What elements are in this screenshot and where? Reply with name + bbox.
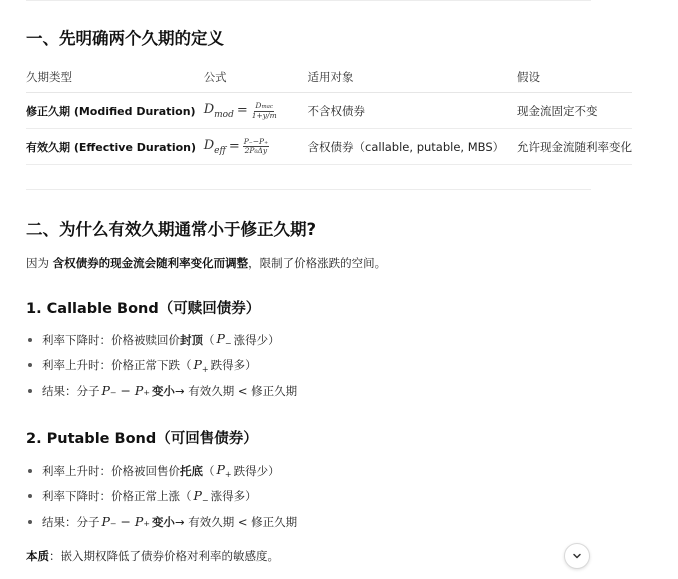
callable-list — [26, 327, 297, 404]
table-header-formula: 公式 — [204, 62, 308, 93]
bullet-icon — [28, 338, 32, 342]
essence-paragraph: 本质：嵌入期权降低了债券价格对利率的敏感度。 — [26, 549, 279, 563]
bullet-icon — [28, 520, 32, 524]
bullet-icon — [28, 469, 32, 473]
section2-heading: 二、为什么有效久期通常小于修正久期? — [26, 220, 317, 239]
row-effective-applies: 含权债券（callable, putable, MBS） — [308, 129, 517, 165]
row-modified-applies: 不含权债券 — [308, 93, 517, 129]
scroll-down-button[interactable] — [564, 543, 590, 569]
table-header-applies: 适用对象 — [308, 62, 517, 93]
list-item: 利率上升时：价格被回售价 托底 （ $P_+$ 跌得少） — [26, 458, 297, 484]
row-effective-assumption: 允许现金流随利率变化 — [517, 129, 632, 165]
table-header-type: 久期类型 — [26, 62, 204, 93]
table-row — [26, 93, 632, 129]
row-modified-formula: $D_{mod}$ = $\frac{\text{Dmac}}{1+y/m}$ — [204, 93, 308, 129]
putable-list — [26, 458, 297, 535]
duration-table — [26, 62, 632, 165]
chevron-down-icon — [571, 550, 583, 562]
bullet-icon — [28, 494, 32, 498]
bullet-icon — [28, 389, 32, 393]
callable-heading: 1. Callable Bond（可赎回债券） — [26, 301, 261, 317]
section-divider — [26, 189, 591, 190]
bullet-icon — [28, 363, 32, 367]
row-modified-assumption: 现金流固定不变 — [517, 93, 632, 129]
list-item: 利率下降时：价格正常上涨（ $P_-$ 涨得多） — [26, 484, 297, 510]
row-effective-formula: $D_{eff}$ = $\frac{P_--P_+}{\text{2P₀Δy}}$ — [204, 129, 308, 165]
section1-heading: 一、先明确两个久期的定义 — [26, 29, 224, 48]
table-row — [26, 129, 632, 165]
list-item: 结果：分子 P₋ − P₊ 变小 → 有效久期 < 修正久期 — [26, 509, 297, 535]
list-item: 结果：分子 P₋ − P₊ 变小 → 有效久期 < 修正久期 — [26, 378, 297, 404]
table-header-assumption: 假设 — [517, 62, 632, 93]
top-divider — [26, 0, 591, 1]
list-item: 利率下降时：价格被赎回价 封顶 （ $P_-$ 涨得少） — [26, 327, 297, 353]
intro-paragraph: 因为 含权债券的现金流会随利率变化而调整，限制了价格涨跌的空间。 — [26, 256, 387, 270]
row-effective-name: 有效久期 (Effective Duration) — [26, 129, 204, 165]
list-item: 利率上升时：价格正常下跌（ $P_+$ 跌得多） — [26, 353, 297, 379]
table-header-row — [26, 62, 632, 93]
row-modified-name: 修正久期 (Modified Duration) — [26, 93, 204, 129]
putable-heading: 2. Putable Bond（可回售债券） — [26, 431, 258, 447]
